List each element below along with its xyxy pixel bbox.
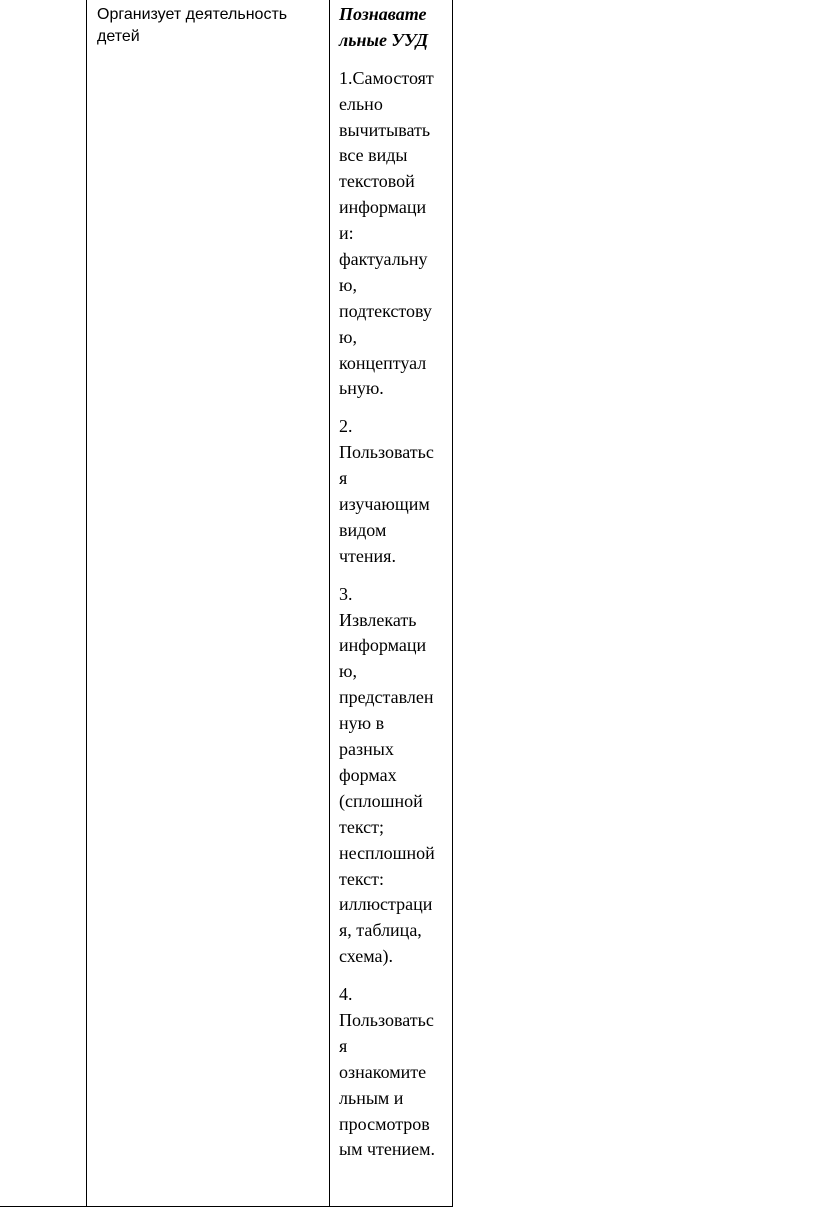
heading-line: Познавате xyxy=(339,4,427,24)
uud-item-line: я xyxy=(339,468,348,489)
uud-item-line: подтекстову xyxy=(339,300,432,321)
uud-item-line: текст: xyxy=(339,868,385,889)
uud-item-line: формах xyxy=(339,764,397,785)
uud-item-line: ю, xyxy=(339,661,357,682)
uud-item-line: видом xyxy=(339,519,387,540)
column-divider-2 xyxy=(329,0,330,1206)
uud-item-line: несплошной xyxy=(339,842,435,863)
uud-item-line: все виды xyxy=(339,145,408,166)
uud-item-line: Извлекать xyxy=(339,609,417,630)
uud-item-line: фактуальну xyxy=(339,249,428,270)
middle-column-cell xyxy=(97,4,327,48)
uud-item-line: и: xyxy=(339,223,354,244)
heading-line: льные УУД xyxy=(339,29,429,50)
uud-item-line: концептуал xyxy=(339,352,427,373)
column-divider-1 xyxy=(86,0,87,1206)
uud-item-line: (сплошной xyxy=(339,790,423,811)
uud-item-line: разных xyxy=(339,739,394,760)
uud-item xyxy=(339,414,451,569)
uud-item-line: изучающим xyxy=(339,494,430,515)
uud-item-line: ю, xyxy=(339,326,357,347)
uud-item-line: Пользоватьс xyxy=(339,1009,434,1030)
uud-item-line: представлен xyxy=(339,687,434,708)
uud-item-line: ную в xyxy=(339,713,385,734)
uud-item-line: 3. xyxy=(339,583,353,604)
uud-item-line: я xyxy=(339,1035,348,1056)
uud-item-line: текст; xyxy=(339,816,385,837)
uud-item-line: чтения. xyxy=(339,545,396,566)
uud-item-line: текстовой xyxy=(339,171,415,192)
uud-item-line: ьную. xyxy=(339,378,384,399)
activity-description: Организует деятельность детей xyxy=(97,6,288,45)
uud-item-line: Пользоватьс xyxy=(339,442,434,463)
table-bottom-border xyxy=(0,1206,453,1207)
uud-item-line: информаци xyxy=(339,197,427,218)
right-column-cell xyxy=(339,2,451,1163)
uud-item-line: льным и xyxy=(339,1087,404,1108)
uud-item-line: схема). xyxy=(339,946,394,967)
uud-item-line: 1.Самостоят xyxy=(339,67,434,88)
uud-item-line: 4. xyxy=(339,984,353,1005)
uud-item-line: ым чтением. xyxy=(339,1139,436,1160)
uud-item-line: 2. xyxy=(339,416,353,437)
uud-item xyxy=(339,582,451,970)
uud-item xyxy=(339,982,451,1163)
uud-item-line: ельно xyxy=(339,93,383,114)
uud-item-line: вычитывать xyxy=(339,119,431,140)
column-divider-3 xyxy=(452,0,453,1206)
uud-item-line: иллюстраци xyxy=(339,894,433,915)
uud-item-line: ознакомите xyxy=(339,1061,427,1082)
uud-heading xyxy=(339,2,451,54)
uud-item-line: информаци xyxy=(339,635,427,656)
uud-list xyxy=(339,66,451,1164)
uud-item-line: просмотров xyxy=(339,1113,430,1134)
uud-item-line: ю, xyxy=(339,274,357,295)
uud-item-line: я, таблица, xyxy=(339,920,422,941)
uud-item xyxy=(339,66,451,403)
